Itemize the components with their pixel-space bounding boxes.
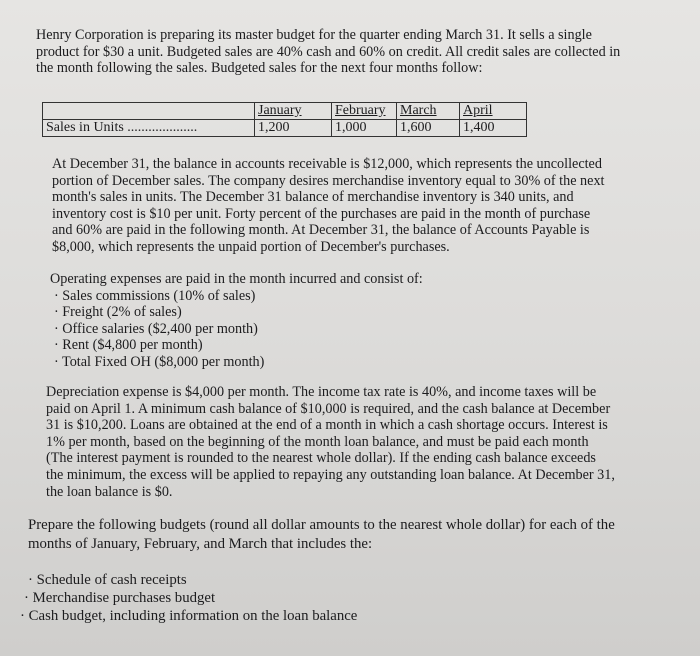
list-item: · Rent ($4,800 per month) — [50, 337, 610, 354]
sales-value: 1,400 — [460, 120, 527, 137]
row-label: Sales in Units .................... — [43, 120, 255, 137]
sales-table — [42, 102, 527, 137]
empty-header-cell — [43, 103, 255, 120]
sales-value: 1,600 — [397, 120, 460, 137]
ar-paragraph: At December 31, the balance in accounts receivable is $12,000, which represents the uncollected portion of December sales. The company desires merchandise inventory equal to 30% of the next month's sales in units. The December 31 balance of merchandise inventory is 340 units, and inventory cost is $10 per unit. Forty percent of the purchases are paid in the month of purchase and 60% are paid in the following month. At December 31, the balance of Accounts Payable is $8,000, which represents the unpaid portion of December's purchases. — [52, 156, 605, 255]
sales-value: 1,200 — [255, 120, 332, 137]
list-item: · Sales commissions (10% of sales) — [50, 288, 610, 305]
month-header: February — [332, 103, 397, 120]
operating-list — [50, 288, 610, 371]
table-header-row — [43, 103, 527, 120]
list-item: · Schedule of cash receipts — [20, 571, 357, 589]
operating-expenses — [50, 271, 610, 371]
prepare-instructions: Prepare the following budgets (round all dollar amounts to the nearest whole dollar) for each of the months of January, February, and March that includes the: — [28, 517, 615, 552]
list-item: · Merchandise purchases budget — [20, 589, 357, 607]
budget-list — [20, 571, 357, 625]
list-item: · Freight (2% of sales) — [50, 304, 610, 321]
month-header: April — [460, 103, 527, 120]
sales-value: 1,000 — [332, 120, 397, 137]
intro-paragraph: Henry Corporation is preparing its master budget for the quarter ending March 31. It sells a single product for $30 a unit. Budgeted sales are 40% cash and 60% on credit. All credit sales are collected in the month following the sales. Budgeted sales for the next four months follow: — [36, 27, 621, 77]
operating-heading: Operating expenses are paid in the month incurred and consist of: — [50, 271, 423, 287]
month-header: January — [255, 103, 332, 120]
list-item: · Total Fixed OH ($8,000 per month) — [50, 354, 610, 371]
depreciation-paragraph: Depreciation expense is $4,000 per month. The income tax rate is 40%, and income taxes will be paid on April 1. A minimum cash balance of $10,000 is required, and the cash balance at December 31 is $10,200. Loans are obtained at the end of a month in which a cash shortage occurs. Interest is 1% per month, based on the beginning of the month loan balance, and must be paid each month (The interest payment is rounded to the nearest whole dollar). If the ending cash balance exceeds the minimum, the excess will be applied to repaying any outstanding loan balance. At December 31, the loan balance is $0. — [46, 384, 615, 500]
list-item: · Office salaries ($2,400 per month) — [50, 321, 610, 338]
table-row — [43, 120, 527, 137]
month-header: March — [397, 103, 460, 120]
list-item: · Cash budget, including information on the loan balance — [20, 607, 357, 625]
